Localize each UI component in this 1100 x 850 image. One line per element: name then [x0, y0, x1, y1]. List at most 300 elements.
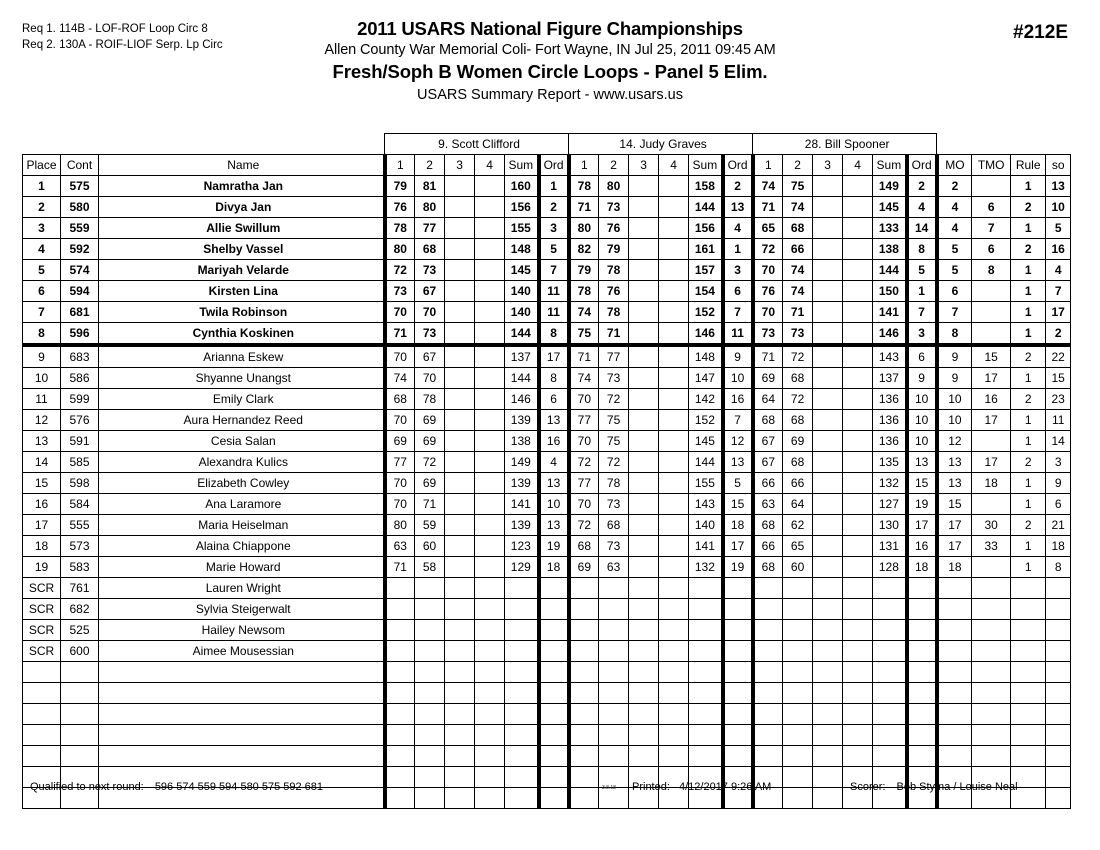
cell-j3-fig2: 75 — [783, 176, 813, 197]
cell-so — [1046, 746, 1071, 767]
table-row[interactable] — [23, 515, 1071, 536]
cell-rule — [1011, 683, 1046, 704]
cell-rule: 2 — [1011, 452, 1046, 473]
cell-j2-fig1: 78 — [569, 176, 599, 197]
cell-j1-fig1 — [385, 641, 415, 662]
cell-place: 3 — [23, 218, 61, 239]
cell-j2-sum: 142 — [689, 389, 723, 410]
cell-j2-fig2: 72 — [599, 452, 629, 473]
cell-tmo — [972, 431, 1011, 452]
cell-j3-fig2 — [783, 599, 813, 620]
cell-j1-sum — [505, 683, 539, 704]
cell-mo: 12 — [937, 431, 972, 452]
cell-so: 10 — [1046, 197, 1071, 218]
cell-j2-sum: 148 — [689, 345, 723, 368]
cell-j1-ord: 3 — [539, 218, 569, 239]
cell-cont: 580 — [61, 197, 99, 218]
table-row[interactable] — [23, 494, 1071, 515]
cell-j2-fig2 — [599, 725, 629, 746]
cell-j2-fig1: 68 — [569, 536, 599, 557]
table-row[interactable] — [23, 578, 1071, 599]
cell-so — [1046, 704, 1071, 725]
printed-timestamp: 4/12/2017 9:26 AM — [678, 781, 772, 793]
cell-j1-ord — [539, 683, 569, 704]
cell-j3-fig1 — [753, 620, 783, 641]
cell-tmo: 15 — [972, 345, 1011, 368]
cell-j2-ord: 10 — [723, 368, 753, 389]
judge-2-name: 14. Judy Graves — [569, 134, 753, 155]
table-row[interactable] — [23, 473, 1071, 494]
cell-place: SCR — [23, 620, 61, 641]
cell-j1-sum — [505, 599, 539, 620]
cell-j1-fig4 — [475, 389, 505, 410]
empty-row — [23, 683, 1071, 704]
cell-j1-fig3 — [445, 662, 475, 683]
championship-title: 2011 USARS National Figure Championships — [357, 18, 743, 39]
cell-j3-fig4 — [843, 704, 873, 725]
cell-cont: 576 — [61, 410, 99, 431]
cell-so: 11 — [1046, 410, 1071, 431]
cell-rule: 1 — [1011, 431, 1046, 452]
table-row[interactable] — [23, 536, 1071, 557]
cell-j2-ord: 9 — [723, 345, 753, 368]
col-header-j1-fig1: 1 — [385, 155, 415, 176]
col-header-j2-fig2: 2 — [599, 155, 629, 176]
cell-j2-fig4 — [659, 641, 689, 662]
cell-j1-sum: 144 — [505, 323, 539, 346]
cell-j3-fig1: 71 — [753, 197, 783, 218]
col-header-rule: Rule — [1011, 155, 1046, 176]
cell-j2-fig4 — [659, 494, 689, 515]
cell-j2-fig1: 77 — [569, 410, 599, 431]
printed-footer — [632, 781, 771, 793]
cell-j3-fig3 — [813, 620, 843, 641]
table-row[interactable] — [23, 452, 1071, 473]
table-row[interactable] — [23, 176, 1071, 197]
cell-rule: 1 — [1011, 260, 1046, 281]
cell-place — [23, 662, 61, 683]
cell-j3-fig4 — [843, 452, 873, 473]
banner-spacer — [23, 134, 385, 155]
cell-j1-fig3 — [445, 323, 475, 346]
cell-j3-sum: 135 — [873, 452, 907, 473]
cell-j2-fig3 — [629, 515, 659, 536]
cell-j3-fig1 — [753, 641, 783, 662]
table-row[interactable] — [23, 410, 1071, 431]
table-row[interactable] — [23, 389, 1071, 410]
cell-j3-fig3 — [813, 515, 843, 536]
cell-j1-ord: 10 — [539, 494, 569, 515]
empty-row — [23, 746, 1071, 767]
cell-j2-fig2: 78 — [599, 473, 629, 494]
cell-cont: 681 — [61, 302, 99, 323]
cell-j3-ord: 4 — [907, 197, 937, 218]
cell-j3-fig1: 68 — [753, 515, 783, 536]
results-table-body — [23, 134, 1071, 809]
cell-mo — [937, 725, 972, 746]
cell-tmo: 18 — [972, 473, 1011, 494]
cell-rule — [1011, 641, 1046, 662]
cell-so: 7 — [1046, 281, 1071, 302]
cell-j1-fig2: 58 — [415, 557, 445, 578]
cell-j1-fig4 — [475, 431, 505, 452]
cell-tmo: 6 — [972, 197, 1011, 218]
cell-j3-fig3 — [813, 683, 843, 704]
cell-name: Elizabeth Cowley — [99, 473, 385, 494]
cell-j3-fig1: 69 — [753, 368, 783, 389]
entry-number: #212E — [1013, 22, 1068, 43]
judge-3-name: 28. Bill Spooner — [753, 134, 937, 155]
cell-j2-sum — [689, 662, 723, 683]
cell-j1-fig1: 79 — [385, 176, 415, 197]
cell-j2-fig4 — [659, 578, 689, 599]
cell-j3-sum: 127 — [873, 494, 907, 515]
cell-j3-fig1: 70 — [753, 302, 783, 323]
cell-j2-fig2: 79 — [599, 239, 629, 260]
cell-j1-fig1: 77 — [385, 452, 415, 473]
venue-datetime-line: Allen County War Memorial Coli- Fort Wayne, IN Jul 25, 2011 09:45 AM — [324, 42, 776, 58]
cell-j1-fig3 — [445, 578, 475, 599]
cell-j1-fig3 — [445, 176, 475, 197]
cell-tmo — [972, 557, 1011, 578]
cell-j3-sum: 136 — [873, 431, 907, 452]
cell-j2-fig2: 78 — [599, 260, 629, 281]
cell-cont — [61, 704, 99, 725]
cell-j3-fig4 — [843, 218, 873, 239]
cell-j2-fig1 — [569, 704, 599, 725]
cell-j2-fig1: 69 — [569, 557, 599, 578]
cell-name: Aimee Mousessian — [99, 641, 385, 662]
cell-j2-fig4 — [659, 620, 689, 641]
cell-j2-fig2 — [599, 662, 629, 683]
cell-j3-fig2: 62 — [783, 515, 813, 536]
cell-j3-fig3 — [813, 557, 843, 578]
cell-j1-sum — [505, 662, 539, 683]
table-row[interactable] — [23, 431, 1071, 452]
cell-cont: 559 — [61, 218, 99, 239]
cell-rule — [1011, 704, 1046, 725]
cell-j3-fig2: 68 — [783, 368, 813, 389]
cell-tmo: 6 — [972, 239, 1011, 260]
cell-j1-sum: 148 — [505, 239, 539, 260]
cell-j1-fig3 — [445, 683, 475, 704]
cell-j3-sum — [873, 683, 907, 704]
cell-j1-fig1: 70 — [385, 473, 415, 494]
cell-place: 1 — [23, 176, 61, 197]
cell-j1-fig1: 71 — [385, 323, 415, 346]
cell-j1-sum: 140 — [505, 302, 539, 323]
cell-j1-sum: 139 — [505, 515, 539, 536]
cell-j3-fig1 — [753, 578, 783, 599]
cell-j3-ord — [907, 725, 937, 746]
cell-j2-ord: 15 — [723, 494, 753, 515]
cell-j3-fig2: 64 — [783, 494, 813, 515]
cell-j1-fig2: 81 — [415, 176, 445, 197]
cell-j3-fig2: 66 — [783, 473, 813, 494]
cell-j2-fig2: 71 — [599, 323, 629, 346]
cell-so — [1046, 788, 1071, 809]
cell-j1-fig3 — [445, 452, 475, 473]
cell-j3-ord: 15 — [907, 473, 937, 494]
cell-j2-ord: 19 — [723, 557, 753, 578]
cell-j3-fig1: 74 — [753, 176, 783, 197]
version-label: 3.8.18 — [602, 785, 616, 791]
cell-j3-sum: 136 — [873, 389, 907, 410]
cell-j1-fig2: 69 — [415, 410, 445, 431]
cell-j3-ord — [907, 662, 937, 683]
cell-so — [1046, 683, 1071, 704]
cell-j3-fig2: 74 — [783, 260, 813, 281]
cell-j1-fig2 — [415, 662, 445, 683]
cell-cont: 583 — [61, 557, 99, 578]
cell-tmo — [972, 176, 1011, 197]
cell-mo: 4 — [937, 197, 972, 218]
cell-mo: 17 — [937, 515, 972, 536]
cell-j2-sum: 132 — [689, 557, 723, 578]
cell-j2-fig1: 72 — [569, 452, 599, 473]
cell-j3-fig3 — [813, 389, 843, 410]
table-row[interactable] — [23, 302, 1071, 323]
table-row[interactable] — [23, 599, 1071, 620]
cell-name: Emily Clark — [99, 389, 385, 410]
cell-tmo — [972, 302, 1011, 323]
cell-cont: 600 — [61, 641, 99, 662]
cell-place: SCR — [23, 599, 61, 620]
col-header-j1-sum: Sum — [505, 155, 539, 176]
cell-j3-fig4 — [843, 176, 873, 197]
cell-tmo — [972, 725, 1011, 746]
cell-j2-fig1: 71 — [569, 345, 599, 368]
cell-j1-ord — [539, 746, 569, 767]
cell-j1-fig2: 59 — [415, 515, 445, 536]
cell-mo: 4 — [937, 218, 972, 239]
cell-j2-fig4 — [659, 662, 689, 683]
cell-tmo — [972, 599, 1011, 620]
cell-rule: 2 — [1011, 389, 1046, 410]
cell-mo: 18 — [937, 557, 972, 578]
cell-cont — [61, 725, 99, 746]
table-row[interactable] — [23, 260, 1071, 281]
cell-j3-fig1: 66 — [753, 473, 783, 494]
cell-j1-fig1: 70 — [385, 494, 415, 515]
cell-j1-sum: 160 — [505, 176, 539, 197]
cell-j2-fig1: 74 — [569, 302, 599, 323]
cell-j3-fig2: 65 — [783, 536, 813, 557]
cell-j2-fig3 — [629, 725, 659, 746]
cell-j1-fig3 — [445, 302, 475, 323]
cell-j1-fig2 — [415, 725, 445, 746]
cell-j1-fig3 — [445, 557, 475, 578]
cell-j1-ord: 8 — [539, 323, 569, 346]
cell-name — [99, 704, 385, 725]
cell-j1-fig2 — [415, 641, 445, 662]
cell-j2-ord: 13 — [723, 452, 753, 473]
cell-j3-fig4 — [843, 557, 873, 578]
table-row[interactable] — [23, 323, 1071, 346]
cell-mo: 10 — [937, 410, 972, 431]
col-header-j2-fig4: 4 — [659, 155, 689, 176]
cell-place — [23, 725, 61, 746]
cell-j2-fig2 — [599, 746, 629, 767]
cell-cont — [61, 683, 99, 704]
cell-j3-fig1: 67 — [753, 452, 783, 473]
cell-j3-fig4 — [843, 494, 873, 515]
cell-name — [99, 662, 385, 683]
cell-j1-fig4 — [475, 218, 505, 239]
cell-place — [23, 683, 61, 704]
scorer-names: Bob Styma / Louise Neal — [896, 781, 1018, 793]
cell-j2-fig3 — [629, 410, 659, 431]
cell-name: Namratha Jan — [99, 176, 385, 197]
cell-j2-fig2: 73 — [599, 197, 629, 218]
cell-j3-fig2 — [783, 704, 813, 725]
cell-j3-fig2: 69 — [783, 431, 813, 452]
cell-j1-fig2: 68 — [415, 239, 445, 260]
cell-rule — [1011, 725, 1046, 746]
cell-j3-fig3 — [813, 323, 843, 346]
cell-j3-sum — [873, 746, 907, 767]
cell-j1-sum: 139 — [505, 473, 539, 494]
cell-j3-sum: 131 — [873, 536, 907, 557]
cell-j2-fig2 — [599, 578, 629, 599]
cell-j3-fig3 — [813, 641, 843, 662]
cell-j3-ord: 10 — [907, 410, 937, 431]
cell-j1-fig4 — [475, 683, 505, 704]
table-row[interactable] — [23, 197, 1071, 218]
cell-j1-ord: 8 — [539, 368, 569, 389]
cell-j2-ord: 6 — [723, 281, 753, 302]
cell-place — [23, 746, 61, 767]
table-row[interactable] — [23, 345, 1071, 368]
table-row[interactable] — [23, 239, 1071, 260]
cell-j1-fig3 — [445, 473, 475, 494]
cell-place: 15 — [23, 473, 61, 494]
cell-j3-fig2 — [783, 725, 813, 746]
cell-j3-fig4 — [843, 239, 873, 260]
cell-j3-ord: 18 — [907, 557, 937, 578]
cell-place: 19 — [23, 557, 61, 578]
col-header-j3-fig4: 4 — [843, 155, 873, 176]
cell-j2-fig1: 82 — [569, 239, 599, 260]
cell-j2-sum: 158 — [689, 176, 723, 197]
cell-rule: 1 — [1011, 557, 1046, 578]
cell-j1-fig3 — [445, 704, 475, 725]
cell-j1-fig1 — [385, 683, 415, 704]
cell-cont: 575 — [61, 176, 99, 197]
cell-j1-fig3 — [445, 368, 475, 389]
cell-j3-ord — [907, 683, 937, 704]
table-row[interactable] — [23, 641, 1071, 662]
cell-j2-fig1 — [569, 641, 599, 662]
cell-j2-ord — [723, 620, 753, 641]
cell-so: 16 — [1046, 239, 1071, 260]
cell-j1-fig3 — [445, 431, 475, 452]
cell-so: 2 — [1046, 323, 1071, 346]
cell-j1-fig4 — [475, 452, 505, 473]
cell-j2-sum — [689, 641, 723, 662]
col-header-tmo: TMO — [972, 155, 1011, 176]
cell-j3-fig1 — [753, 725, 783, 746]
cell-j1-fig3 — [445, 725, 475, 746]
cell-j1-fig2: 69 — [415, 473, 445, 494]
cell-j1-fig1: 71 — [385, 557, 415, 578]
cell-name: Maria Heiselman — [99, 515, 385, 536]
cell-j1-ord — [539, 704, 569, 725]
table-row[interactable] — [23, 368, 1071, 389]
table-row[interactable] — [23, 620, 1071, 641]
cell-j2-fig3 — [629, 389, 659, 410]
cell-j1-fig3 — [445, 536, 475, 557]
table-row[interactable] — [23, 557, 1071, 578]
cell-j3-fig3 — [813, 345, 843, 368]
cell-cont: 585 — [61, 452, 99, 473]
cell-j2-fig4 — [659, 281, 689, 302]
cell-rule: 1 — [1011, 536, 1046, 557]
cell-j2-fig4 — [659, 599, 689, 620]
cell-so — [1046, 578, 1071, 599]
cell-j2-fig4 — [659, 515, 689, 536]
cell-j3-fig4 — [843, 302, 873, 323]
cell-j2-fig2: 73 — [599, 494, 629, 515]
cell-j3-ord: 8 — [907, 239, 937, 260]
cell-mo: 13 — [937, 473, 972, 494]
cell-j1-fig1: 76 — [385, 197, 415, 218]
cell-name: Cynthia Koskinen — [99, 323, 385, 346]
cell-j1-fig1 — [385, 578, 415, 599]
cell-so: 13 — [1046, 176, 1071, 197]
cell-name: Divya Jan — [99, 197, 385, 218]
cell-j2-fig3 — [629, 176, 659, 197]
cell-j2-fig1 — [569, 599, 599, 620]
cell-j3-ord: 1 — [907, 281, 937, 302]
cell-cont: 682 — [61, 599, 99, 620]
cell-j3-fig4 — [843, 260, 873, 281]
cell-j2-ord: 1 — [723, 239, 753, 260]
cell-j2-ord: 5 — [723, 473, 753, 494]
cell-cont: 592 — [61, 239, 99, 260]
cell-tmo: 17 — [972, 368, 1011, 389]
cell-j1-fig4 — [475, 260, 505, 281]
col-header-so: so — [1046, 155, 1071, 176]
cell-j2-fig1: 78 — [569, 281, 599, 302]
cell-j3-fig2: 68 — [783, 452, 813, 473]
cell-j3-fig2: 71 — [783, 302, 813, 323]
cell-j1-sum — [505, 578, 539, 599]
col-header-j3-fig3: 3 — [813, 155, 843, 176]
cell-j2-ord: 17 — [723, 536, 753, 557]
cell-j1-fig3 — [445, 620, 475, 641]
cell-tmo — [972, 704, 1011, 725]
cell-j1-sum — [505, 746, 539, 767]
cell-j2-fig1: 80 — [569, 218, 599, 239]
cell-so: 17 — [1046, 302, 1071, 323]
table-row[interactable] — [23, 281, 1071, 302]
cell-so: 18 — [1046, 536, 1071, 557]
cell-so: 6 — [1046, 494, 1071, 515]
cell-name: Ana Laramore — [99, 494, 385, 515]
cell-mo — [937, 746, 972, 767]
cell-tmo — [972, 578, 1011, 599]
cell-j3-sum — [873, 725, 907, 746]
cell-j3-fig3 — [813, 260, 843, 281]
cell-j3-fig4 — [843, 410, 873, 431]
cell-j1-ord: 5 — [539, 239, 569, 260]
cell-j2-sum: 144 — [689, 452, 723, 473]
cell-j3-fig1: 68 — [753, 557, 783, 578]
table-row[interactable] — [23, 218, 1071, 239]
cell-cont: 596 — [61, 323, 99, 346]
cell-j1-fig2: 70 — [415, 302, 445, 323]
